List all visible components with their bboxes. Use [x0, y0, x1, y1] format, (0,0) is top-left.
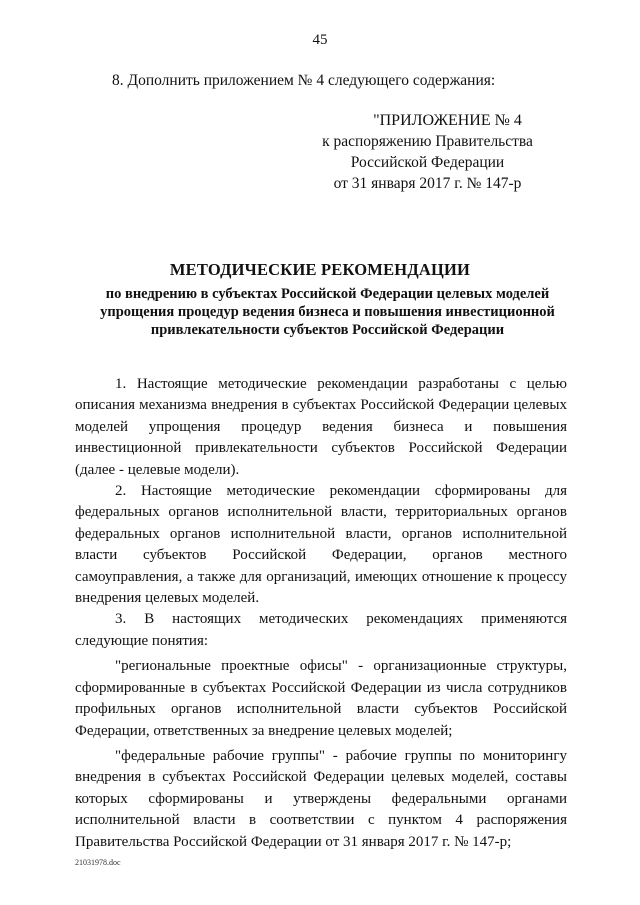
appendix-block [300, 110, 555, 194]
intro-line: 8. Дополнить приложением № 4 следующего содержания: [112, 72, 496, 89]
appendix-heading: "ПРИЛОЖЕНИЕ № 4 [373, 112, 522, 129]
appendix-line-3: от 31 января 2017 г. № 147-р [333, 175, 522, 192]
file-name-footer: 21031978.doc [75, 858, 121, 867]
document-subtitle: по внедрению в субъектах Российской Федерации целевых моделей упрощения процедур ведения бизнеса и повышения инвестиционной привлекательности субъектов Российской Федерации [100, 286, 555, 338]
appendix-line-1: к распоряжению Правительства [322, 133, 533, 150]
page-number: 45 [312, 32, 328, 48]
document-title: МЕТОДИЧЕСКИЕ РЕКОМЕНДАЦИИ [169, 260, 471, 279]
appendix-line-2: Российской Федерации [350, 154, 505, 171]
paragraph-1: 1. Настоящие методические рекомендации разработаны с целью описания механизма внедрения в субъектах Российской Федерации целевых моделей упрощения процедур ведения бизнеса и повышения инвестиционной привлекательности субъектов Российской Федерации (далее - целевые модели). [75, 376, 567, 478]
definition-regional-offices: "региональные проектные офисы" - организационные структуры, сформированные в субъектах Российской Федерации из числа сотрудников профильных органов исполнительной власти субъектов Российской Федерации, ответственных за внедрение целевых моделей; [75, 658, 567, 739]
paragraph-2: 2. Настоящие методические рекомендации сформированы для федеральных органов исполнительной власти, территориальных органов федеральных органов исполнительной власти, органов исполнительной власти субъектов Российской Федерации, органов местного самоуправления, а также для организаций, имеющих отношение к процессу внедрения целевых моделей. [75, 483, 567, 607]
paragraph-3: 3. В настоящих методических рекомендациях применяются следующие понятия: [75, 611, 567, 649]
definition-federal-groups: "федеральные рабочие группы" - рабочие группы по мониторингу внедрения в субъектах Российской Федерации целевых моделей, составы которых сформированы и утверждены федеральными органами исполнительной власти в соответствии с пунктом 4 распоряжения Правительства Российской Федерации от 31 января 2017 г. № 147-р; [75, 747, 567, 850]
document-body [75, 374, 567, 853]
